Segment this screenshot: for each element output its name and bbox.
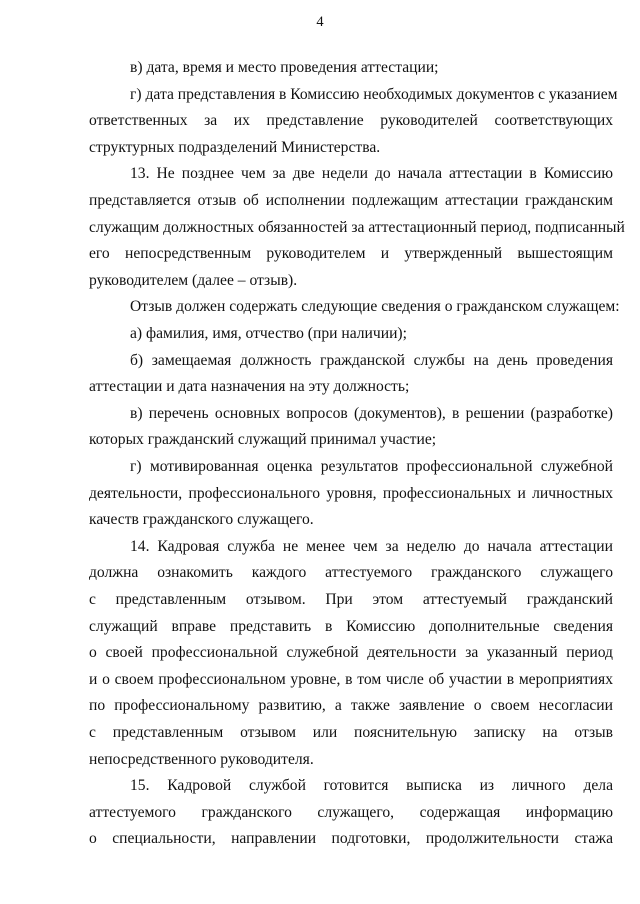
text-line: аттестуемого гражданского служащего, содержащая информацию [89,803,613,821]
text-line: 14. Кадровая служба не менее чем за неделю до начала аттестации [130,537,613,555]
text-line: с представленным отзывом. При этом аттестуемый гражданский [89,591,613,608]
text-line: качеств гражданского служащего. [89,511,314,529]
text-line: г) мотивированная оценка результатов профессиональной служебной [130,458,613,475]
text-line: служащий вправе представить в Комиссию дополнительные сведения [89,617,613,635]
page-number: 4 [316,14,324,30]
text-line: 13. Не позднее чем за две недели до начала аттестации в Комиссию [130,165,613,183]
text-line: с представленным отзывом или пояснительную записку на отзыв [89,724,613,741]
text-line: должна ознакомить каждого аттестуемого гражданского служащего [89,564,613,582]
text-line: структурных подразделений Министерства. [89,138,381,156]
text-line: о специальности, направлении подготовки, продолжительности стажа [89,830,613,848]
text-line: представляется отзыв об исполнении подлежащим аттестации гражданским [89,192,613,209]
text-line: в) перечень основных вопросов (документов), в решении (разработке) [130,404,613,422]
text-line: в) дата, время и место проведения аттестации; [130,59,439,76]
text-line: Отзыв должен содержать следующие сведения о гражданском служащем: [130,298,620,316]
text-line: аттестации и дата назначения на эту должность; [89,378,410,396]
text-line: и о своем профессиональном уровне, в том числе об участии в мероприятиях [89,670,613,688]
text-line: по профессиональному развитию, а также заявление о своем несогласии [89,697,613,715]
text-line: 15. Кадровой службой готовится выписка из личного дела [130,777,613,795]
text-line: руководителем (далее – отзыв). [89,271,298,289]
text-line: деятельности, профессионального уровня, профессиональных и личностных [89,484,613,502]
text-line: б) замещаемая должность гражданской службы на день проведения [130,351,613,369]
text-line: о своей профессиональной служебной деятельности за указанный период [89,644,613,662]
text-line: а) фамилия, имя, отчество (при наличии); [130,325,407,342]
text-line: непосредственного руководителя. [89,750,314,768]
text-line: его непосредственным руководителем и утвержденный вышестоящим [89,245,613,263]
text-line: г) дата представления в Комиссию необходимых документов с указанием [130,85,618,103]
text-line: которых гражданский служащий принимал участие; [89,431,437,449]
text-line: ответственных за их представление руководителей соответствующих [89,112,613,130]
text-line: служащим должностных обязанностей за аттестационный период, подписанный [89,218,625,236]
